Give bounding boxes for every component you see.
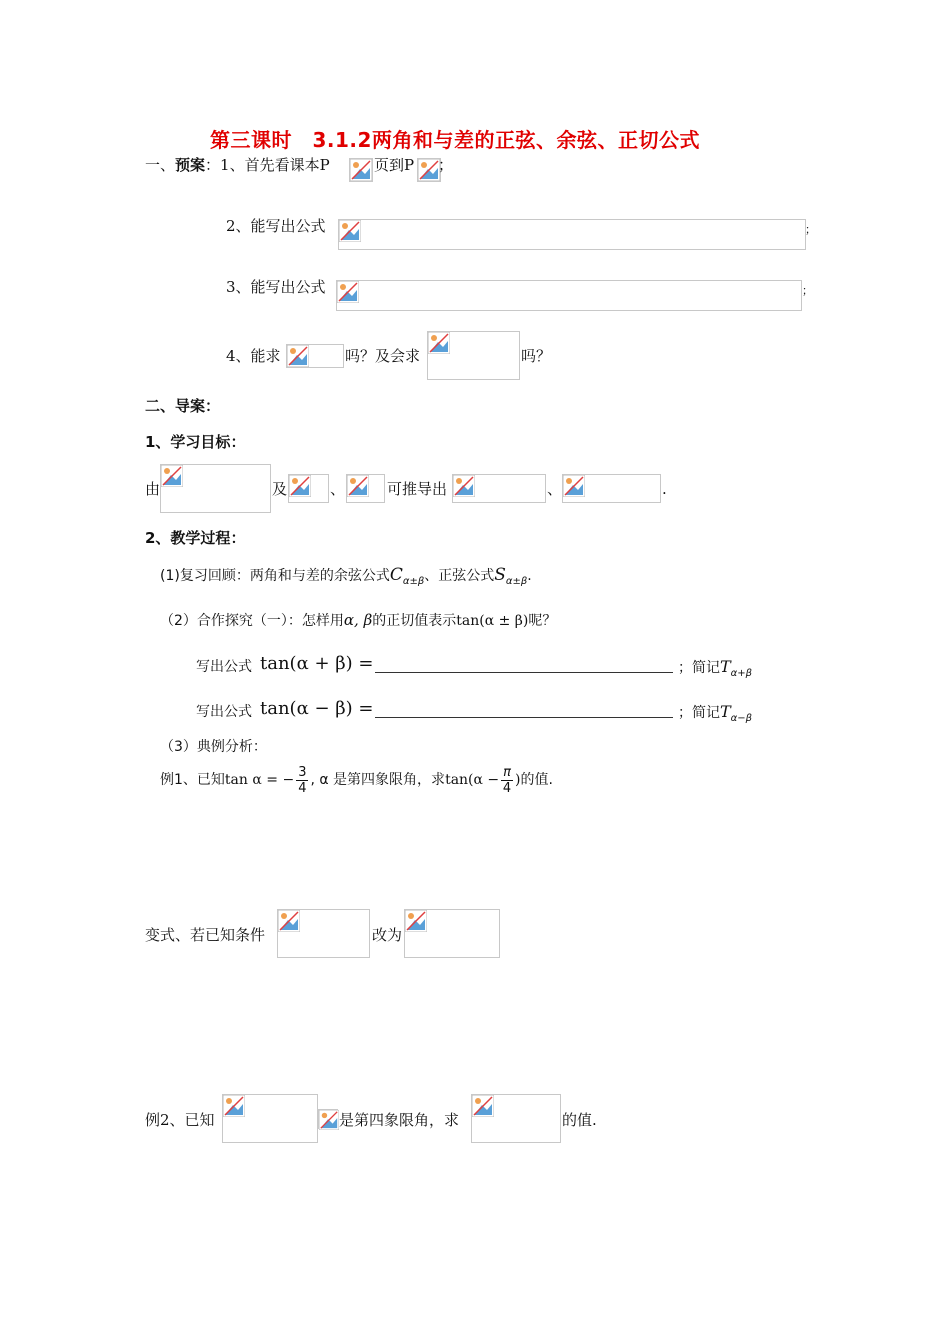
image-placeholder (471, 1094, 561, 1143)
goals-c: 、 (330, 480, 346, 498)
step1-line (160, 564, 532, 589)
formula1-label: 写出公式 (196, 659, 252, 675)
step2-end: 呢？ (528, 613, 557, 629)
step1-c-sub: α±β (402, 576, 425, 587)
step3-text: （3）典例分析： (160, 739, 267, 755)
example2-c: 的值. (562, 1111, 597, 1129)
image-placeholder (336, 280, 802, 311)
preview-item1-a: 1、首先看课本P (220, 156, 330, 174)
image-placeholder (404, 909, 500, 958)
step1-end: . (527, 568, 532, 584)
step2-vars: α, β (343, 611, 373, 629)
image-icon (339, 220, 361, 242)
step1-text: 复习回顾：两角和与差的余弦公式 (179, 568, 390, 584)
example1-num: 3 (298, 764, 307, 780)
image-placeholder (318, 1109, 338, 1129)
image-icon (223, 1095, 245, 1117)
image-placeholder (427, 331, 520, 380)
example1-den: 4 (298, 780, 307, 796)
example1-tan2: tan(α − (445, 772, 500, 788)
image-placeholder (349, 158, 373, 182)
image-icon (472, 1095, 494, 1117)
image-placeholder (346, 474, 385, 503)
example1-fraction (296, 765, 308, 796)
goals-e: 、 (547, 480, 563, 498)
image-icon (278, 910, 300, 932)
image-icon (453, 475, 475, 497)
example1-fraction2 (501, 765, 513, 796)
image-placeholder (277, 909, 370, 958)
preview-item4-c: 吗？ (521, 347, 552, 365)
preview-item2-end: ； (805, 223, 816, 236)
image-icon (405, 910, 427, 932)
step2-text: （2）合作探究（一）：怎样用 (160, 613, 344, 629)
formula1-t: T (720, 657, 731, 676)
formula1-note: ；简记 (678, 660, 720, 676)
example1-c: 的值. (520, 772, 553, 788)
formula2-expr: tan(α − β) = (260, 698, 374, 719)
example1-close: ) (514, 772, 521, 788)
formula2-blank[interactable] (375, 717, 673, 718)
image-placeholder (338, 219, 806, 250)
formula2-sub: α−β (730, 713, 753, 724)
image-icon (319, 1110, 339, 1130)
preview-item1-c: ； (438, 156, 454, 174)
image-icon (428, 332, 450, 354)
example1-den2: 4 (502, 780, 512, 796)
preview-item1-b: 页到P (374, 156, 415, 174)
step2-mid: 的正切值表示 (372, 613, 457, 629)
process-heading: 2、教学过程： (145, 529, 246, 547)
variant-b: 改为 (372, 926, 403, 944)
step1-s-sub: α±β (505, 576, 528, 587)
formula1-note-line (678, 656, 752, 681)
variant-a: 变式、若已知条件 (145, 926, 266, 944)
preview-item4-b: 吗？及会求 (345, 347, 421, 365)
step1-s: S (494, 565, 506, 585)
image-placeholder (160, 464, 271, 513)
image-icon (418, 159, 440, 181)
preview-item2: 2、能写出公式 (226, 217, 326, 235)
image-icon (563, 475, 585, 497)
image-placeholder (286, 344, 344, 368)
preview-item4-a: 4、能求 (226, 347, 281, 365)
example1-tan: tan α = − (224, 772, 295, 788)
goals-a: 由 (145, 480, 161, 498)
formula2-note: ；简记 (678, 705, 720, 721)
example2-b: 是第四象限角，求 (339, 1111, 460, 1129)
image-icon (337, 281, 359, 303)
formula1-expr: tan(α + β) = (260, 653, 374, 674)
example1-a: 例1、已知 (160, 772, 225, 788)
step2-expr: tan(α ± β) (456, 613, 529, 629)
formula2-label: 写出公式 (196, 704, 252, 720)
goals-d: 可推导出 (387, 480, 448, 498)
preview-label: 预案 (175, 156, 206, 174)
step1-mid: 、正弦公式 (424, 568, 495, 584)
preview-colon: ： (205, 156, 221, 174)
image-icon (289, 475, 311, 497)
image-placeholder (562, 474, 661, 503)
step1-label: (1) (160, 568, 180, 584)
image-icon (161, 465, 183, 487)
page-title: 第三课时 3.1.2两角和与差的正弦、余弦、正切公式 (210, 128, 700, 152)
goals-heading: 1、学习目标： (145, 433, 246, 451)
image-icon (347, 475, 369, 497)
image-placeholder (222, 1094, 318, 1143)
guide-heading: 二、导案： (145, 397, 221, 415)
formula2-t: T (720, 702, 731, 721)
image-icon (287, 345, 309, 367)
image-placeholder (288, 474, 329, 503)
step2-line (160, 609, 556, 632)
example2-a: 例2、已知 (145, 1111, 215, 1129)
example1-num2: π (503, 764, 511, 780)
preview-prefix: 一、 (145, 156, 176, 174)
step1-c: C (389, 565, 403, 585)
preview-line-1 (145, 155, 330, 175)
goals-b: 及 (272, 480, 288, 498)
preview-item3: 3、能写出公式 (226, 278, 326, 296)
example1-line (160, 760, 553, 800)
preview-item3-end: ； (802, 284, 813, 297)
image-icon (350, 159, 372, 181)
formula1-blank[interactable] (375, 672, 673, 673)
formula2-note-line (678, 701, 752, 726)
goals-f: . (662, 480, 667, 498)
formula1-sub: α+β (730, 668, 753, 679)
example1-b: , α 是第四象限角，求 (310, 772, 446, 788)
image-placeholder (452, 474, 546, 503)
